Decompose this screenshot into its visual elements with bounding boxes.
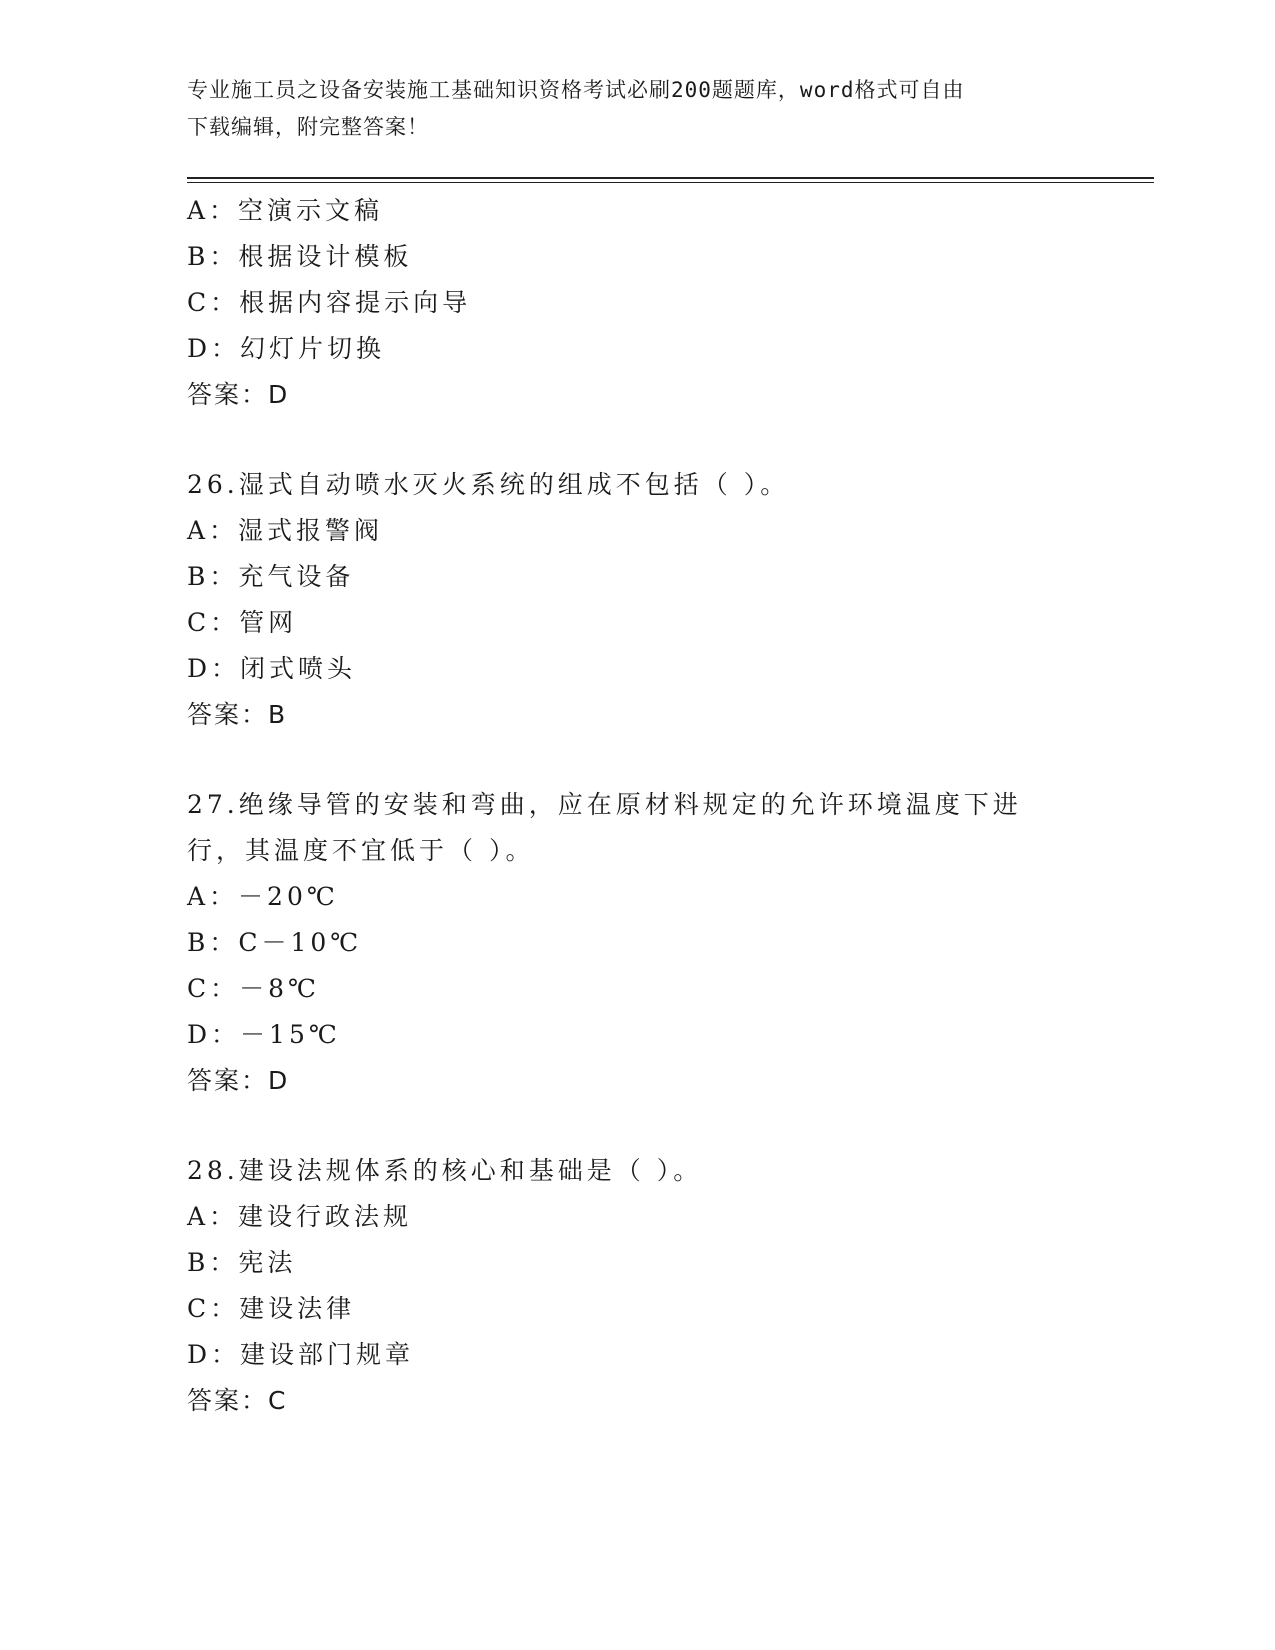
header-line-1: 专业施工员之设备安装施工基础知识资格考试必刷200题题库，word格式可自由 — [187, 78, 965, 102]
spacer — [187, 418, 1147, 462]
question-list — [187, 188, 1147, 1424]
question-text: 27.绝缘导管的安装和弯曲，应在原材料规定的允许环境温度下进行，其温度不宜低于（ ）。 — [187, 790, 1022, 865]
answer: 答案：D — [187, 1066, 290, 1095]
option-c: C：建设法律 — [187, 1294, 356, 1323]
question-text: 26.湿式自动喷水灭火系统的组成不包括（ ）。 — [187, 470, 790, 499]
spacer — [187, 1104, 1147, 1148]
option-b: B：根据设计模板 — [187, 242, 413, 271]
question-text: 28.建设法规体系的核心和基础是（ ）。 — [187, 1156, 703, 1185]
header-divider-thin — [187, 182, 1154, 183]
option-d: D：－15℃ — [187, 1020, 341, 1049]
option-d: D：闭式喷头 — [187, 654, 357, 683]
spacer — [187, 738, 1147, 782]
option-a: A：－20℃ — [187, 882, 339, 911]
header-divider-thick — [187, 177, 1154, 179]
option-b: B：C－10℃ — [187, 928, 363, 957]
option-a: A：空演示文稿 — [187, 196, 384, 225]
option-c: C：管网 — [187, 608, 298, 637]
question-28-block — [187, 1148, 1147, 1424]
option-c: C：－8℃ — [187, 974, 321, 1003]
option-d: D：幻灯片切换 — [187, 334, 386, 363]
option-a: A：湿式报警阀 — [187, 516, 384, 545]
option-d: D：建设部门规章 — [187, 1340, 415, 1369]
option-c: C：根据内容提示向导 — [187, 288, 472, 317]
option-b: B：充气设备 — [187, 562, 355, 591]
answer: 答案：C — [187, 1386, 288, 1415]
question-27-block — [187, 782, 1147, 1104]
header-line-2: 下载编辑，附完整答案！ — [187, 115, 429, 139]
document-header — [187, 72, 1067, 146]
question-26-block — [187, 462, 1147, 738]
option-a: A：建设行政法规 — [187, 1202, 413, 1231]
option-b: B：宪法 — [187, 1248, 297, 1277]
answer: 答案：D — [187, 380, 290, 409]
question-25-block — [187, 188, 1147, 418]
answer: 答案：B — [187, 700, 288, 729]
